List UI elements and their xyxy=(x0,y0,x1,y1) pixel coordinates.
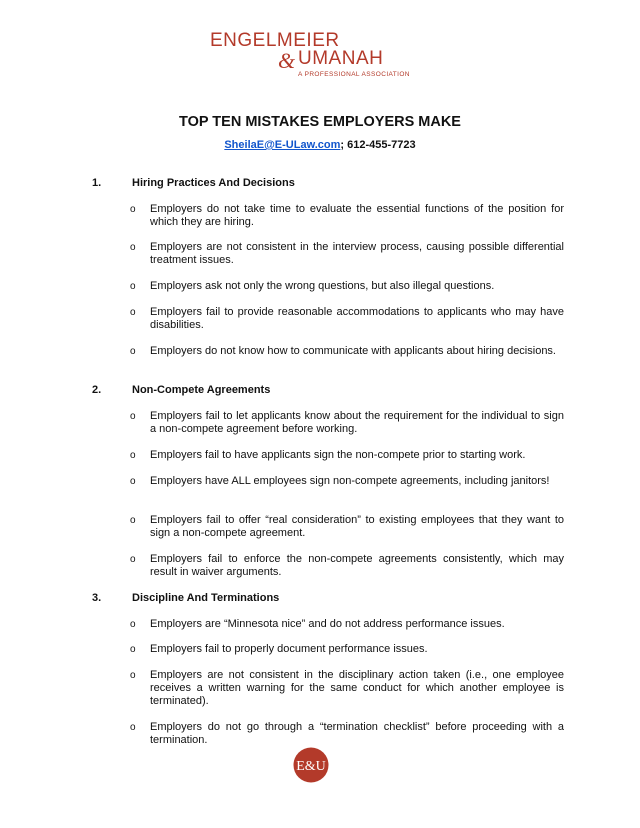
logo-line2: UMANAH xyxy=(298,48,384,69)
email-link[interactable]: SheilaE@E-ULaw.com xyxy=(224,139,341,151)
section-number: 2. xyxy=(92,384,102,396)
list-item xyxy=(130,618,564,631)
list-item xyxy=(130,514,564,540)
list-item-text: Employers are not consistent in the interview process, causing possible differential treatment issues. xyxy=(150,241,564,266)
list-item xyxy=(130,280,564,293)
list-item-text: Employers fail to enforce the non-compete agreements consistently, which may result in waiver arguments. xyxy=(150,553,564,578)
bullet-icon: o xyxy=(130,670,136,681)
section-number: 1. xyxy=(92,177,102,189)
firm-logo xyxy=(210,30,430,82)
list-item xyxy=(130,410,564,436)
logo-subtitle: A PROFESSIONAL ASSOCIATION xyxy=(298,71,410,78)
list-item-text: Employers do not take time to evaluate the essential functions of the position for which they are hiring. xyxy=(150,203,564,228)
list-item xyxy=(130,721,564,747)
list-item-text: Employers ask not only the wrong questions, but also illegal questions. xyxy=(150,280,495,292)
bullet-icon: o xyxy=(130,346,136,357)
bullet-icon: o xyxy=(130,644,136,655)
bullet-icon: o xyxy=(130,307,136,318)
list-item xyxy=(130,669,564,708)
bullet-icon: o xyxy=(130,554,136,565)
list-item xyxy=(130,203,564,229)
phone-text: ; 612-455-7723 xyxy=(340,139,416,151)
list-item-text: Employers fail to provide reasonable accommodations to applicants who may have disabilities. xyxy=(150,306,564,331)
list-item xyxy=(130,475,564,488)
list-item-text: Employers do not go through a “termination checklist” before proceeding with a termination. xyxy=(150,721,564,746)
footer-logo-icon xyxy=(293,747,329,783)
section-title: Discipline And Terminations xyxy=(132,592,280,604)
list-item-text: Employers fail to offer “real consideration” to existing employees that they want to sign a non-compete agreement. xyxy=(150,514,564,539)
page-title: TOP TEN MISTAKES EMPLOYERS MAKE xyxy=(179,114,461,130)
logo-line1: ENGELMEIER xyxy=(210,30,340,51)
section-title: Non-Compete Agreements xyxy=(132,384,271,396)
list-item-text: Employers fail to let applicants know about the requirement for the individual to sign a non-compete agreement before working. xyxy=(150,410,564,435)
bullet-icon: o xyxy=(130,242,136,253)
bullet-icon: o xyxy=(130,515,136,526)
list-item xyxy=(130,449,564,462)
list-item-text: Employers do not know how to communicate with applicants about hiring decisions. xyxy=(150,345,556,357)
bullet-icon: o xyxy=(130,204,136,215)
list-item xyxy=(130,553,564,579)
section-title: Hiring Practices And Decisions xyxy=(132,177,295,189)
list-item-text: Employers fail to have applicants sign the non-compete prior to starting work. xyxy=(150,449,526,461)
bullet-icon: o xyxy=(130,411,136,422)
list-item xyxy=(130,345,564,358)
bullet-icon: o xyxy=(130,281,136,292)
bullet-icon: o xyxy=(130,722,136,733)
list-item-text: Employers are not consistent in the disciplinary action taken (i.e., one employee receives a written warning for the same conduct for which another employee is terminated). xyxy=(150,669,564,707)
list-item-text: Employers are “Minnesota nice” and do not address performance issues. xyxy=(150,618,505,630)
list-item xyxy=(130,306,564,332)
contact-line xyxy=(0,139,640,151)
list-item xyxy=(130,643,564,656)
bullet-icon: o xyxy=(130,619,136,630)
bullet-icon: o xyxy=(130,450,136,461)
bullet-icon: o xyxy=(130,476,136,487)
section-number: 3. xyxy=(92,592,102,604)
list-item-text: Employers fail to properly document performance issues. xyxy=(150,643,428,655)
footer-logo-text: E&U xyxy=(296,759,326,774)
logo-ampersand: & xyxy=(278,48,296,73)
list-item-text: Employers have ALL employees sign non-compete agreements, including janitors! xyxy=(150,475,550,487)
list-item xyxy=(130,241,564,267)
